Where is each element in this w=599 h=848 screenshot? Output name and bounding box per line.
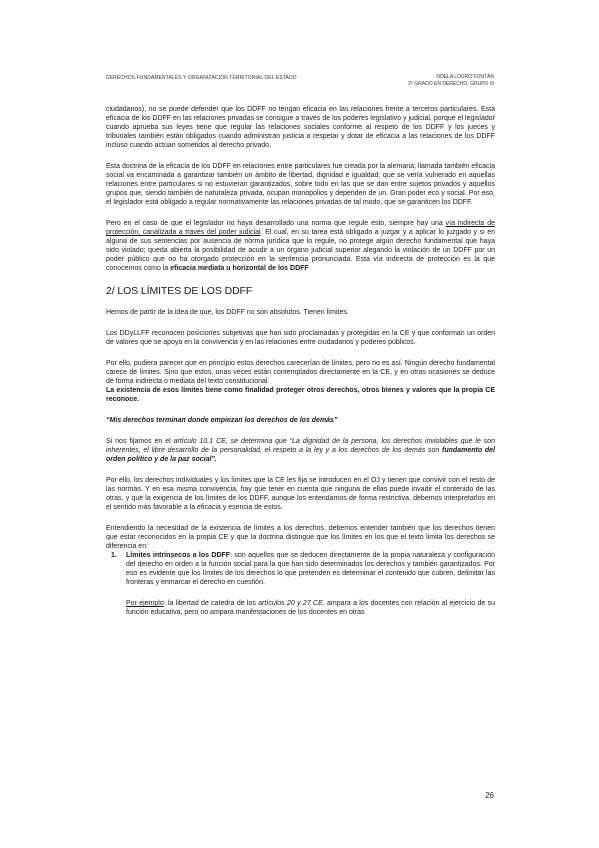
example-italic: artículos 20 y 27 CE xyxy=(258,600,323,607)
example-label: Por ejemplo xyxy=(126,600,164,607)
list-item-description: : son aquellos que se deducen directamente de la propia naturaleza y configuración del derecho en orden a la función social para la que han sido determinados los derechos y también garantizados. Por eso es evidente que los límites de los derechos lo que pretenden es determinar el contenido que cubren, delimitar las fronteras y enmarcar el derecho en cuestión. xyxy=(126,552,495,586)
example-text-a: : la libertad de catedra de los xyxy=(163,600,259,607)
paragraph-9: Entendiendo la necesidad de la existencia de límites a los derechos, debemos entender también que los derechos tienen que estar reconocidos en la propia CE y que la doctrina distingue que los límites en los que el texto limita los derechos se diferencia en: xyxy=(106,525,495,550)
list-item-number: 1. xyxy=(111,552,117,559)
paragraph-3 xyxy=(106,219,495,273)
paragraph-7 xyxy=(106,437,495,464)
header-author-group: 2º GRADO EN DERECHO. GRUPO III xyxy=(408,81,494,87)
page-number: 26 xyxy=(485,791,494,800)
paragraph-1: ciudadanos), no se puede defender que los DDFF no tengan eficacia en las relaciones frente a terceros particulares. Esta eficacia de los DDFF en las relaciones privadas se consigue a través de los poderes legislativo y judicial, porque el legislador cuando aprueba sus leyes tiene que regular las relaciones sociales conforme al respeto de los DDFF y los jueces y tribunales también están obligados cuando administran justicia a respetar y dotar de eficacia a las relaciones de los DDFF incluso cuando actúan sometidos al derecho privado. xyxy=(106,106,495,149)
paragraph-6: Por ello, pudiera parecer que en principio estos derechos carecerían de límites, pero no es así. Ningún derecho fundamental carece de límites. Sino que estos, unas veces están contemplados directamente en la CE, y en otras ocasiones se deduce de forma indirecta o mediata del texto constitucional. xyxy=(106,360,495,385)
header-author xyxy=(408,74,494,88)
paragraph-6-bold: La existencia de esos límites tiene como finalidad proteger otros derechos, otros bienes y valores que la propia CE reconoce. xyxy=(106,387,495,403)
header-author-name: NOELA LOURO FONTÁN xyxy=(436,74,494,80)
list-item-text xyxy=(126,551,495,587)
header-course-title: DERECHOS FUNDAMENTALES Y ORGANIZACIÓN TERRITORIAL DEL ESTADO xyxy=(106,75,297,81)
section-title: 2/ LOS LÍMITES DE LOS DDFF xyxy=(106,285,253,297)
limits-list xyxy=(106,551,495,617)
list-item xyxy=(111,551,496,617)
document-body xyxy=(106,105,495,629)
example-paragraph xyxy=(126,599,495,617)
paragraph-2: Esta doctrina de la eficacia de los DDFF en relaciones entre particulares fue creada por la alemana; llamada también eficacia social va encaminada a garantizar también un ámbito de libertad, dignidad e igualdad; que se vería vulnerado en aquellas relaciones entre particulares si no estuvieran garantizados, sobre todo en las que se dan entre sujetos privados y aquellos grupos que, siendo también de naturaleza privada, ocupan monopolios y dependen de un. Gran poder eco y social. Por eso, el legislador está obligado a regular normativamente las relaciones privadas de tal modo, que se garanticen los DDFF. xyxy=(106,163,495,206)
paragraph-3-bold: eficacia mediata u horizontal de los DDFF xyxy=(170,265,309,272)
paragraph-3-text-a: Pero en el caso de que el legislador no haya desarrollado una norma que regule esto, siempre hay una xyxy=(106,220,446,227)
list-item-title: Límites intrínsecos a los DDFF xyxy=(126,552,231,559)
quote: “Mis derechos terminan donde empiezan los derechos de los demás” xyxy=(106,417,338,424)
paragraph-8: Por ello, los derechos individuales y los límites que la CE les fija se introducen en el OJ y tienen que convivir con el resto de las normas. Y en esa misma convivencia, hay que tener en cuenta que ninguna de ellas puede invadir el contenido de las otras, y que la exigencia de los límites de los DDFF, aunque los entendamos de forma restrictiva, debemos interpretarlos en el sentido más favorable a la eficacia y esencia de estos. xyxy=(106,477,495,511)
paragraph-5: Los DDyLLFF reconocen posiciones subjetivas que han sido proclamadas y protegidas en la CE y que conforman un orden de valores que se apoya en la convivencia y en las relaciones entre ciudadanos y poderes públicos. xyxy=(106,330,495,346)
paragraph-7-text: Si nos fijamos en el xyxy=(106,438,174,445)
paragraph-3-text-b: . El cual, en su tarea está obligado a juzgar y a aplicar lo juzgado y si en alguna de sus sentencias por ausencia de norma jurídica que lo regule, no protege algún derecho fundamental que haya sido violado; queda abierta la posibilidad de acudir a un órgano judicial superior alegando la violación de un DDFF por un poder público que no ha otorgado protección en la sentencia pronunciada. Esta vía indirecta de protección es la que conocemos como la xyxy=(106,229,495,272)
paragraph-7-italic: artículo 10.1 CE, se determina que “La dignidad de la persona, los derechos inviolables que le son inherentes, el libre desarrollo de la personalidad, el respeto a la ley y a los derechos de los demás son xyxy=(106,438,495,454)
paragraph-4: Hemos de partir de la idea de que, los DDFF no son absolutos. Tienen límites. xyxy=(106,309,349,316)
example-text-b: , ampara a los docentes con relación al ejercicio de su función educativa, pero no ampara manifestaciones de los docentes en otras xyxy=(126,600,496,616)
paragraph-7-bold-italic: fundamento del orden político y de la paz social”. xyxy=(106,447,495,463)
paragraph-3-underlined: vía indirecta de protección, canalizada a través del poder judicial xyxy=(106,220,495,236)
